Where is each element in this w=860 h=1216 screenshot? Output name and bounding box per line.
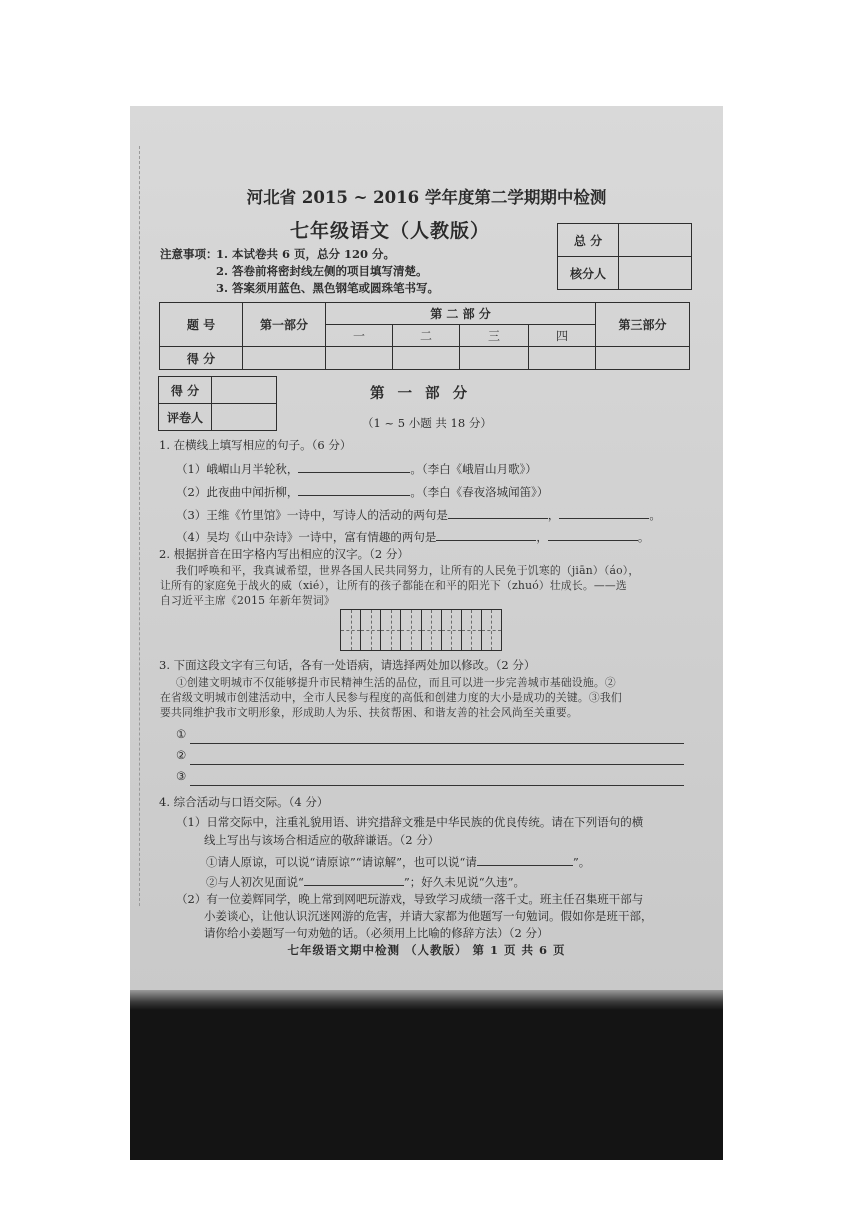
q4-a-suffix: ”。 xyxy=(572,855,591,869)
answer-blank[interactable] xyxy=(436,528,536,541)
q4-a-prefix: ①请人原谅，可以说“请原谅”“请谅解”，也可以说“请 xyxy=(206,855,477,869)
answer-blank[interactable] xyxy=(477,853,573,866)
grid-cell[interactable] xyxy=(482,610,501,650)
section-subtitle: （1 ~ 5 小题 共 18 分） xyxy=(362,416,492,430)
grader-score-label: 得 分 xyxy=(159,377,212,404)
q4-part2 xyxy=(176,891,653,942)
q1-item-suffix: 。（李白《峨眉山月歌》） xyxy=(410,462,537,476)
answer-marker: ③ xyxy=(176,769,187,783)
answer-blank[interactable] xyxy=(559,506,649,519)
grid-cell[interactable] xyxy=(462,610,482,650)
grid-cell[interactable] xyxy=(401,610,421,650)
passage-line: 要共同维护我市文明形象，形成助人为乐、扶贫帮困、和谐友善的社会风尚至关重要。 xyxy=(160,706,578,719)
answer-blank[interactable] xyxy=(298,483,410,496)
question-number-label: 题 号 xyxy=(160,303,243,347)
q1-item-1 xyxy=(176,460,537,477)
answer-marker: ① xyxy=(176,727,187,741)
passage-line: ①创建文明城市不仅能够提升市民精神生活的品位，而且可以进一步完善城市基础设施。② xyxy=(176,676,616,689)
passage-line: 在省级文明城市创建活动中，全市人民参与程度的高低和创建力度的大小是成功的关键。③我们 xyxy=(160,691,622,704)
part2-header: 第 二 部 分 xyxy=(326,303,596,325)
q4-stem: 4. 综合活动与口语交际。（4 分） xyxy=(159,795,329,809)
answer-blank[interactable] xyxy=(298,460,410,473)
answer-blank[interactable] xyxy=(548,528,638,541)
grader-score-cell[interactable] xyxy=(212,377,277,404)
q4-line: （2）有一位姜辉同学，晚上常到网吧玩游戏，导致学习成绩一落千丈。班主任召集班干部与 xyxy=(176,892,644,906)
q1-stem: 1. 在横线上填写相应的句子。（6 分） xyxy=(159,438,352,452)
q4-line: 请你给小姜题写一句劝勉的话。（必须用上比喻的修辞方法）（2 分） xyxy=(204,926,549,940)
q4-part1-b xyxy=(206,873,525,890)
tianzige-grid[interactable] xyxy=(340,609,502,651)
q4-part1 xyxy=(176,813,643,849)
seal-line xyxy=(139,146,140,906)
grader-cell[interactable] xyxy=(212,404,277,431)
q4-line: （1）日常交际中，注重礼貌用语、讲究措辞文雅是中华民族的优良传统。请在下列语句的横 xyxy=(176,815,644,829)
q1-item-mid: ， xyxy=(547,508,560,522)
q1-item-suffix: 。 xyxy=(637,530,650,544)
answer-line[interactable] xyxy=(190,764,684,765)
q1-item-suffix: 。（李白《春夜洛城闻笛》） xyxy=(410,485,549,499)
q2-stem: 2. 根据拼音在田字格内写出相应的汉字。（2 分） xyxy=(159,547,409,561)
exam-subtitle: 七年级语文（人教版） xyxy=(290,220,491,242)
grid-cell[interactable] xyxy=(422,610,442,650)
q2-passage xyxy=(160,563,639,608)
q1-item-mid: ， xyxy=(536,530,548,544)
score-cell[interactable] xyxy=(596,347,690,370)
part2-sub-header: 一 xyxy=(326,325,393,347)
passage-line: 让所有的家庭免于战火的威（xié），让所有的孩子都能在和平的阳光下（zhuó）壮成长。——选 xyxy=(160,579,627,592)
section-title: 第 一 部 分 xyxy=(370,385,472,402)
exam-paper xyxy=(130,106,723,998)
q1-item-prefix: （1）峨嵋山月半轮秋， xyxy=(176,462,299,476)
grader-label: 评卷人 xyxy=(159,404,212,431)
passage-line: 自习近平主席《2015 年新年贺词》 xyxy=(160,594,335,607)
q4-b-prefix: ②与人初次见面说“ xyxy=(206,875,304,889)
exam-title: 河北省 2015 ~ 2016 学年度第二学期期中检测 xyxy=(246,188,607,207)
part3-header: 第三部分 xyxy=(596,303,690,347)
grid-cell[interactable] xyxy=(381,610,401,650)
answer-marker: ② xyxy=(176,748,187,762)
paper-edge xyxy=(130,990,723,1010)
q4-b-suffix: ”；好久未见说“久违”。 xyxy=(403,875,526,889)
q4-line: 线上写出与该场合相适应的敬辞谦语。（2 分） xyxy=(204,833,440,847)
score-cell[interactable] xyxy=(243,347,326,370)
q3-stem: 3. 下面这段文字有三句话，各有一处语病，请选择两处加以修改。（2 分） xyxy=(159,658,536,672)
notes-block xyxy=(160,246,439,297)
score-row-label: 得 分 xyxy=(160,347,243,370)
total-score-cell[interactable] xyxy=(619,224,692,257)
part1-header: 第一部分 xyxy=(243,303,326,347)
q4-part1-a xyxy=(206,853,590,870)
checker-cell[interactable] xyxy=(619,257,692,290)
q1-item-4 xyxy=(176,528,649,545)
part2-sub-header: 二 xyxy=(393,325,460,347)
q1-item-prefix: （3）王维《竹里馆》一诗中，写诗人的活动的两句是 xyxy=(176,508,448,522)
q1-item-suffix: 。 xyxy=(649,508,661,522)
page-footer: 七年级语文期中检测 （人教版） 第 1 页 共 6 页 xyxy=(287,943,566,957)
score-cell[interactable] xyxy=(529,347,596,370)
q1-item-prefix: （2）此夜曲中闻折柳， xyxy=(176,485,299,499)
grid-cell[interactable] xyxy=(442,610,462,650)
q1-item-prefix: （4）吴均《山中杂诗》一诗中，富有情趣的两句是 xyxy=(176,530,437,544)
note-item: 2. 答卷前将密封线左侧的项目填写清楚。 xyxy=(216,264,428,278)
grid-cell[interactable] xyxy=(341,610,361,650)
q1-item-3 xyxy=(176,506,661,523)
checker-label: 核分人 xyxy=(558,257,619,290)
passage-line: 我们呼唤和平，我真诚希望，世界各国人民共同努力，让所有的人民免于饥寒的（jiān）（áo）， xyxy=(176,564,640,577)
answer-line[interactable] xyxy=(190,785,684,786)
total-score-label: 总 分 xyxy=(558,224,619,257)
part2-sub-header: 四 xyxy=(529,325,596,347)
note-item: 1. 本试卷共 6 页，总分 120 分。 xyxy=(216,247,396,261)
answer-blank[interactable] xyxy=(304,873,404,886)
q1-item-2 xyxy=(176,483,548,500)
part2-sub-header: 三 xyxy=(460,325,529,347)
grader-box xyxy=(158,376,277,431)
score-cell[interactable] xyxy=(326,347,393,370)
score-cell[interactable] xyxy=(460,347,529,370)
score-table xyxy=(159,302,690,370)
note-item: 3. 答案须用蓝色、黑色钢笔或圆珠笔书写。 xyxy=(216,281,440,295)
q4-line: 小姜谈心，让他认识沉迷网游的危害，并请大家都为他题写一句勉词。假如你是班干部， xyxy=(204,909,653,923)
answer-blank[interactable] xyxy=(448,506,548,519)
answer-line[interactable] xyxy=(190,743,684,744)
q3-passage xyxy=(160,675,622,720)
score-cell[interactable] xyxy=(393,347,460,370)
total-score-box xyxy=(557,223,692,290)
grid-cell[interactable] xyxy=(361,610,381,650)
exam-photo xyxy=(130,106,723,1160)
notes-label: 注意事项： xyxy=(160,247,218,261)
